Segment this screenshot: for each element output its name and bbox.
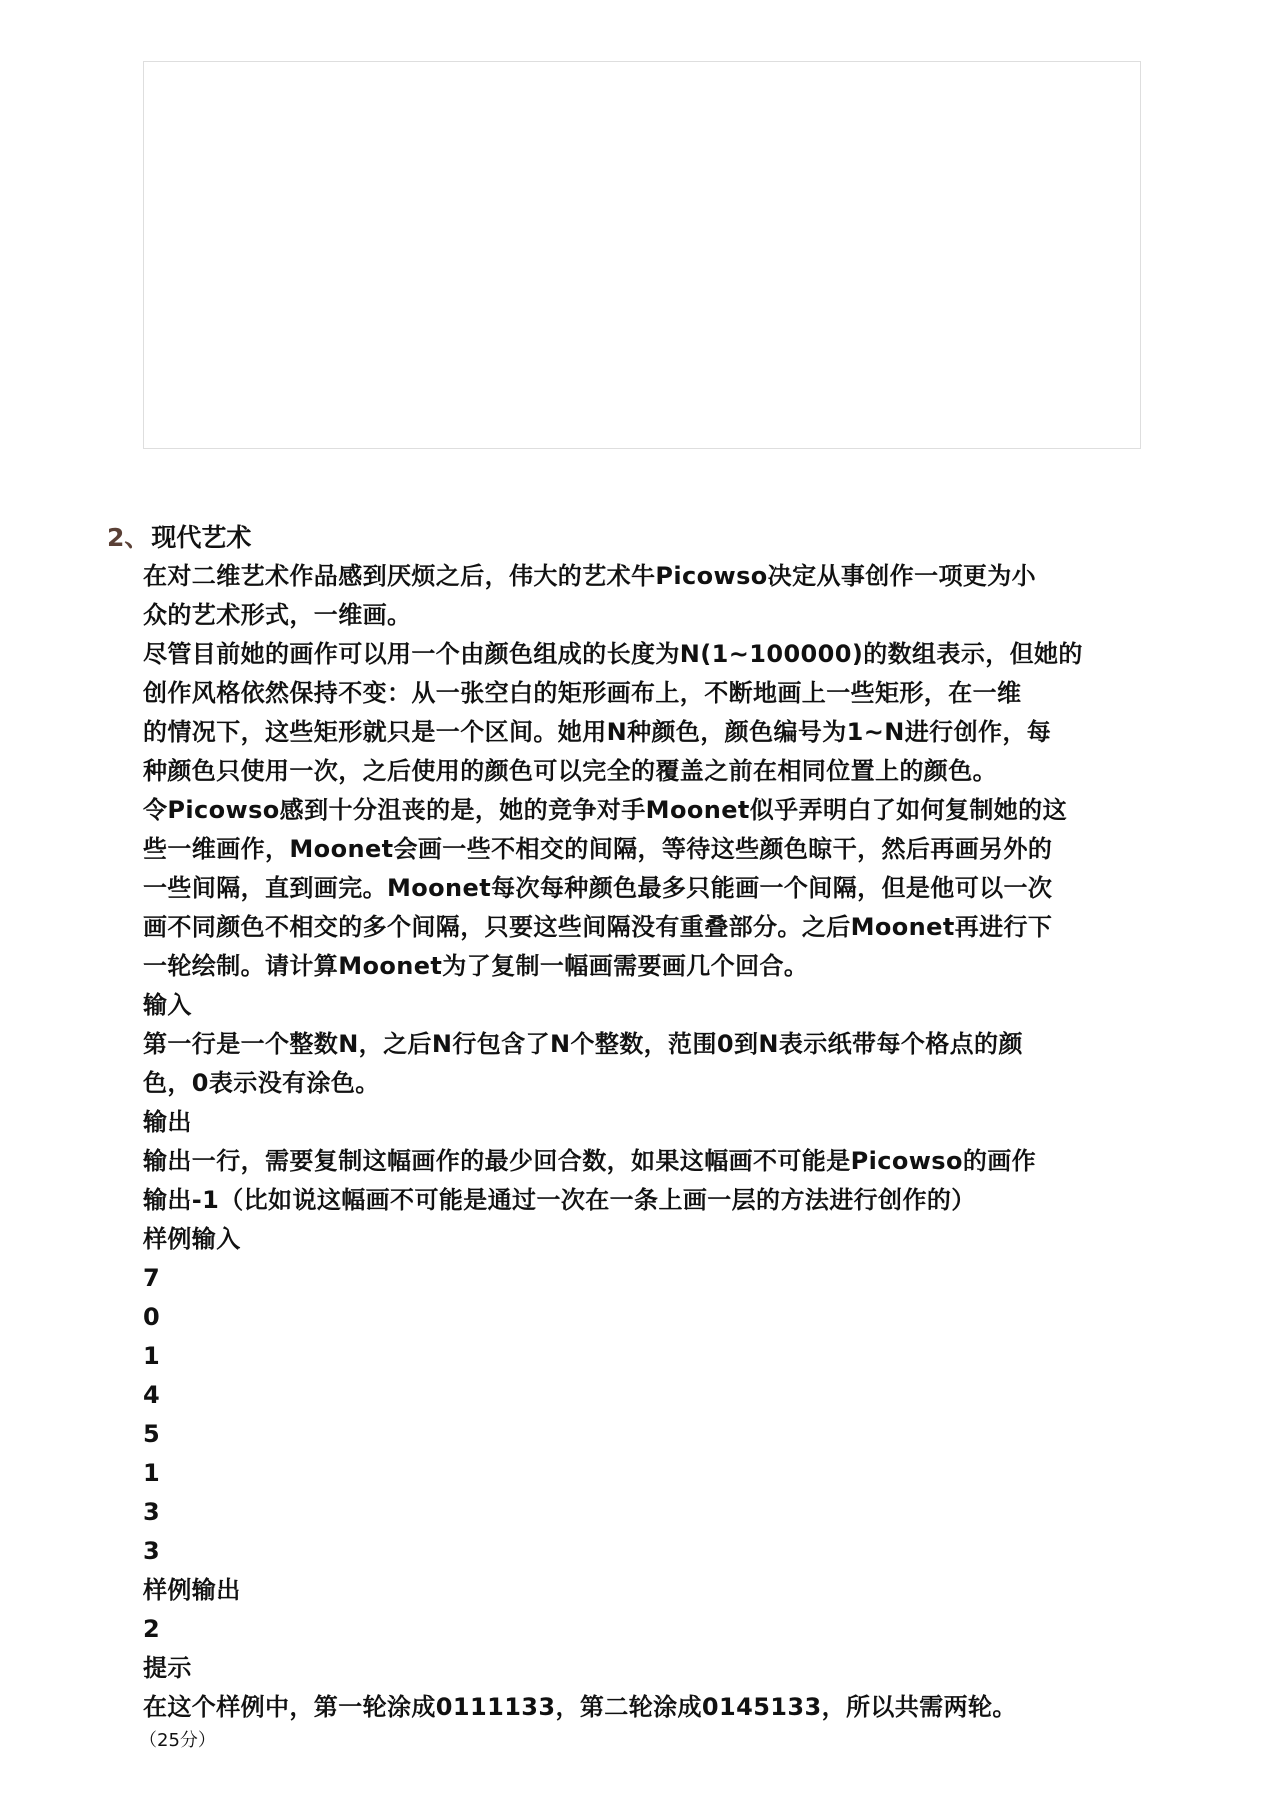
text-line: 第一行是一个整数N，之后N行包含了N个整数，范围0到N表示纸带每个格点的颜 — [143, 1030, 1023, 1058]
text-line: 众的艺术形式，一维画。 — [143, 601, 412, 629]
question-number: 2、 — [107, 523, 150, 552]
sample-input-line: 3 — [143, 1537, 161, 1565]
sample-input-line: 3 — [143, 1498, 161, 1526]
sample-input-line: 4 — [143, 1381, 161, 1409]
section-heading-output: 输出 — [143, 1108, 192, 1136]
section-heading-input: 输入 — [143, 991, 192, 1019]
text-line: 输出-1（比如说这幅画不可能是通过一次在一条上画一层的方法进行创作的） — [143, 1186, 976, 1214]
text-line: 画不同颜色不相交的多个间隔，只要这些间隔没有重叠部分。之后Moonet再进行下 — [143, 913, 1053, 941]
text-line: 的情况下，这些矩形就只是一个区间。她用N种颜色，颜色编号为1~N进行创作，每 — [143, 718, 1052, 746]
text-line: 些一维画作，Moonet会画一些不相交的间隔，等待这些颜色晾干，然后再画另外的 — [143, 835, 1053, 863]
sample-input-line: 1 — [143, 1459, 161, 1487]
text-line: 一轮绘制。请计算Moonet为了复制一幅画需要画几个回合。 — [143, 952, 809, 980]
text-line: 创作风格依然保持不变：从一张空白的矩形画布上，不断地画上一些矩形，在一维 — [143, 679, 1022, 707]
hint-line: 在这个样例中，第一轮涂成0111133，第二轮涂成0145133，所以共需两轮。 — [143, 1693, 1017, 1721]
section-heading-sample-input: 样例输入 — [143, 1225, 241, 1253]
text-line: 种颜色只使用一次，之后使用的颜色可以完全的覆盖之前在相同位置上的颜色。 — [143, 757, 997, 785]
sample-input-line: 7 — [143, 1264, 161, 1292]
score-note: （25分） — [139, 1730, 216, 1751]
text-line: 尽管目前她的画作可以用一个由颜色组成的长度为N(1~100000)的数组表示，但她的 — [143, 640, 1083, 668]
section-heading-hint: 提示 — [143, 1654, 192, 1682]
text-line: 色，0表示没有涂色。 — [143, 1069, 380, 1097]
text-line: 在对二维艺术作品感到厌烦之后，伟大的艺术牛Picowso决定从事创作一项更为小 — [143, 562, 1037, 590]
question-title: 现代艺术 — [151, 523, 252, 552]
sample-input-line: 1 — [143, 1342, 161, 1370]
question-header — [107, 518, 1147, 557]
text-line: 一些间隔，直到画完。Moonet每次每种颜色最多只能画一个间隔，但是他可以一次 — [143, 874, 1053, 902]
sample-input-line: 5 — [143, 1420, 161, 1448]
question-body — [139, 557, 1143, 1755]
blank-image-area — [143, 61, 1141, 449]
sample-output-line: 2 — [143, 1615, 161, 1643]
text-line: 输出一行，需要复制这幅画作的最少回合数，如果这幅画不可能是Picowso的画作 — [143, 1147, 1037, 1175]
text-line: 令Picowso感到十分沮丧的是，她的竞争对手Moonet似乎弄明白了如何复制她的这 — [143, 796, 1067, 824]
sample-input-line: 0 — [143, 1303, 161, 1331]
section-heading-sample-output: 样例输出 — [143, 1576, 241, 1604]
question-2 — [107, 518, 1147, 1755]
